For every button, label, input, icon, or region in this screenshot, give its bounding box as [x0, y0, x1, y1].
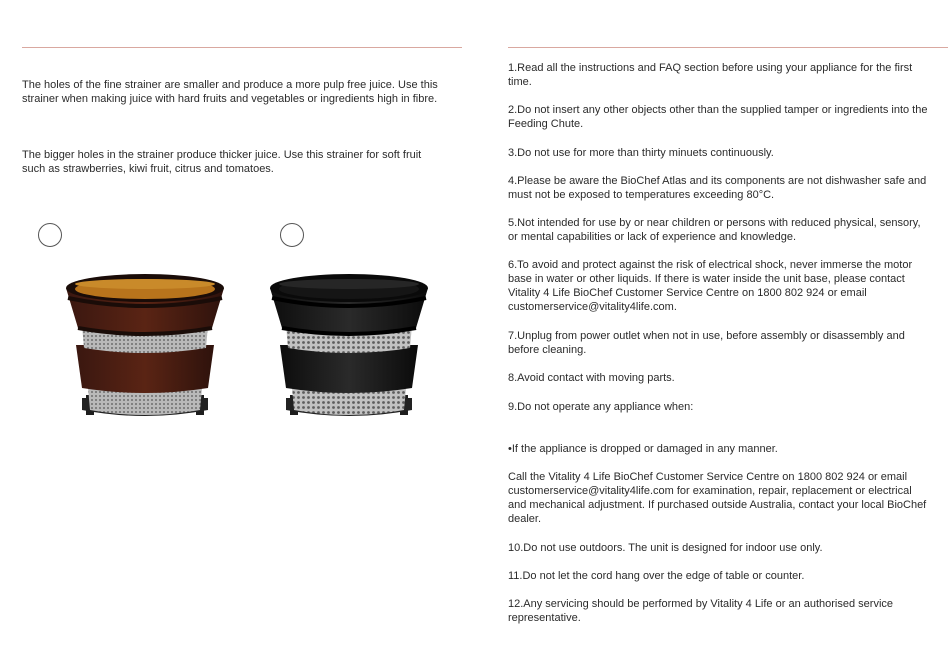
safety-bullet-dropped: •If the appliance is dropped or damaged in any manner.	[508, 443, 778, 455]
safety-item-8: 8.Avoid contact with moving parts.	[508, 372, 675, 384]
safety-item-9: 9.Do not operate any appliance when:	[508, 401, 694, 413]
right-header-rule	[508, 47, 948, 48]
safety-item-4: 4.Please be aware the BioChef Atlas and its components are not dishwasher safe and must not be exposed to temperatures exceeding 80°C.	[508, 175, 927, 201]
coarse-strainer-marker	[280, 223, 304, 247]
fine-strainer-marker	[38, 223, 62, 247]
safety-item-2: 2.Do not insert any other objects other than the supplied tamper or ingredients into the Feeding Chute.	[508, 104, 928, 130]
safety-item-5: 5.Not intended for use by or near children or persons with reduced physical, sensory, or mental capabilities or lack of experience and knowledge.	[508, 217, 921, 243]
safety-item-6: 6.To avoid and protect against the risk of electrical shock, never immerse the motor base in water or other liquids. If there is water inside the unit base, please contact Vitality 4 Life BioChef Customer Service Centre on 1800 802 924 or email customerservice@vitality4life.com.	[508, 259, 913, 313]
customer-service-note: Call the Vitality 4 Life BioChef Customer Service Centre on 1800 802 924 or email customerservice@vitality4life.com for examination, repair, replacement or electrical and mechanical adjustment. If purchased outside Australia, contact your local BioChef dealer.	[508, 471, 927, 525]
safety-item-7: 7.Unplug from power outlet when not in use, before assembly or disassembly and before cleaning.	[508, 330, 905, 356]
safety-item-12: 12.Any servicing should be performed by Vitality 4 Life or an authorised service representative.	[508, 598, 894, 624]
safety-item-11: 11.Do not let the cord hang over the edge of table or counter.	[508, 570, 805, 582]
safety-item-3: 3.Do not use for more than thirty minuets continuously.	[508, 147, 774, 159]
left-header-rule	[22, 47, 462, 48]
coarse-strainer-image	[266, 270, 432, 430]
fine-strainer-description: The holes of the fine strainer are smaller and produce a more pulp free juice. Use this strainer when making juice with hard fruits and vegetables or ingredients high in fibre.	[22, 79, 438, 105]
fine-strainer-image	[62, 270, 228, 430]
safety-item-10: 10.Do not use outdoors. The unit is designed for indoor use only.	[508, 542, 823, 554]
safety-item-1: 1.Read all the instructions and FAQ section before using your appliance for the first time.	[508, 62, 913, 88]
coarse-strainer-description: The bigger holes in the strainer produce thicker juice. Use this strainer for soft fruit such as strawberries, kiwi fruit, citrus and tomatoes.	[22, 149, 422, 175]
